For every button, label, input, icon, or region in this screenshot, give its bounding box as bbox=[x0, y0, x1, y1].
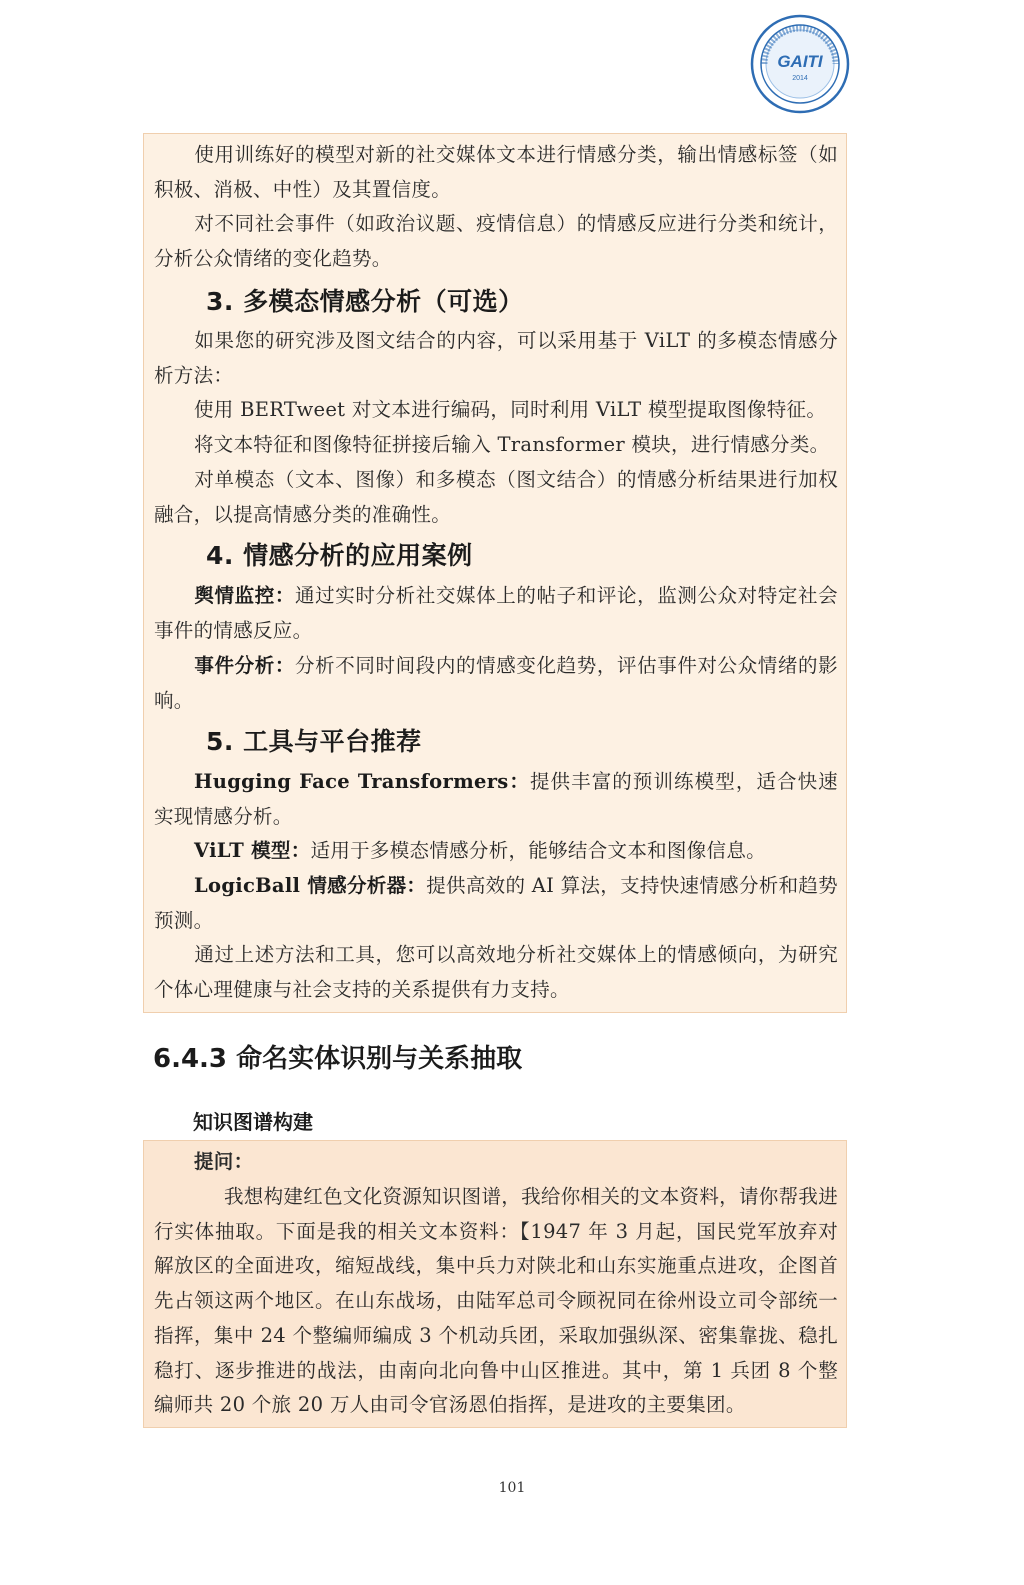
heading-tools: 5. 工具与平台推荐 bbox=[206, 727, 422, 756]
paragraph: 舆情监控：通过实时分析社交媒体上的帖子和评论，监测公众对特定社会事件的情感反应。 bbox=[154, 584, 838, 642]
prompt-label: 提问： bbox=[194, 1150, 254, 1173]
svg-text:2014: 2014 bbox=[792, 75, 808, 82]
paragraph: 对单模态（文本、图像）和多模态（图文结合）的情感分析结果进行加权融合，以提高情感分类的准确性。 bbox=[154, 468, 838, 526]
paragraph: Hugging Face Transformers：提供丰富的预训练模型，适合快速实现情感分析。 bbox=[154, 770, 838, 828]
prompt-box bbox=[143, 1140, 847, 1428]
page-number: 101 bbox=[498, 1480, 526, 1496]
subsection-title: 知识图谱构建 bbox=[193, 1110, 313, 1134]
heading-multimodal: 3. 多模态情感分析（可选） bbox=[206, 287, 524, 316]
section-title: 6.4.3 命名实体识别与关系抽取 bbox=[153, 1044, 523, 1074]
gaiti-logo bbox=[750, 14, 850, 114]
paragraph: 通过上述方法和工具，您可以高效地分析社交媒体上的情感倾向，为研究个体心理健康与社会支持的关系提供有力支持。 bbox=[154, 943, 838, 1001]
paragraph: 使用 BERTweet 对文本进行编码，同时利用 ViLT 模型提取图像特征。 bbox=[194, 398, 827, 421]
paragraph: 将文本特征和图像特征拼接后输入 Transformer 模块，进行情感分类。 bbox=[194, 433, 830, 456]
paragraph: 对不同社会事件（如政治议题、疫情信息）的情感反应进行分类和统计，分析公众情绪的变化趋势。 bbox=[154, 212, 838, 270]
paragraph: 如果您的研究涉及图文结合的内容，可以采用基于 ViLT 的多模态情感分析方法： bbox=[154, 329, 838, 387]
paragraph: 使用训练好的模型对新的社交媒体文本进行情感分类，输出情感标签（如积极、消极、中性）及其置信度。 bbox=[154, 143, 838, 201]
paragraph: 事件分析：分析不同时间段内的情感变化趋势，评估事件对公众情绪的影响。 bbox=[154, 654, 838, 712]
sentiment-analysis-box bbox=[143, 133, 847, 1013]
svg-text:GAITI: GAITI bbox=[777, 52, 823, 71]
heading-applications: 4. 情感分析的应用案例 bbox=[206, 541, 473, 570]
prompt-text: 我想构建红色文化资源知识图谱，我给你相关的文本资料，请你帮我进行实体抽取。下面是我的相关文本资料：【1947 年 3 月起，国民党军放弃对解放区的全面进攻，缩短战线，集中兵力对陕北和山东实施重点进攻，企图首先占领这两个地区。在山东战场，由陆军总司令顾祝同在徐州设立司令部统一指挥，集中 24 个整编师编成 3 个机动兵团，采取加强纵深、密集靠拢、稳扎稳打、逐步推进的战法，由南向北向鲁中山区推进。其中，第 1 兵团 8 个整编师共 20 个旅 20 万人由司令官汤恩伯指挥，是进攻的主要集团。 bbox=[154, 1185, 838, 1417]
paragraph: ViLT 模型：适用于多模态情感分析，能够结合文本和图像信息。 bbox=[194, 839, 766, 862]
paragraph: LogicBall 情感分析器：提供高效的 AI 算法，支持快速情感分析和趋势预测。 bbox=[154, 874, 838, 932]
